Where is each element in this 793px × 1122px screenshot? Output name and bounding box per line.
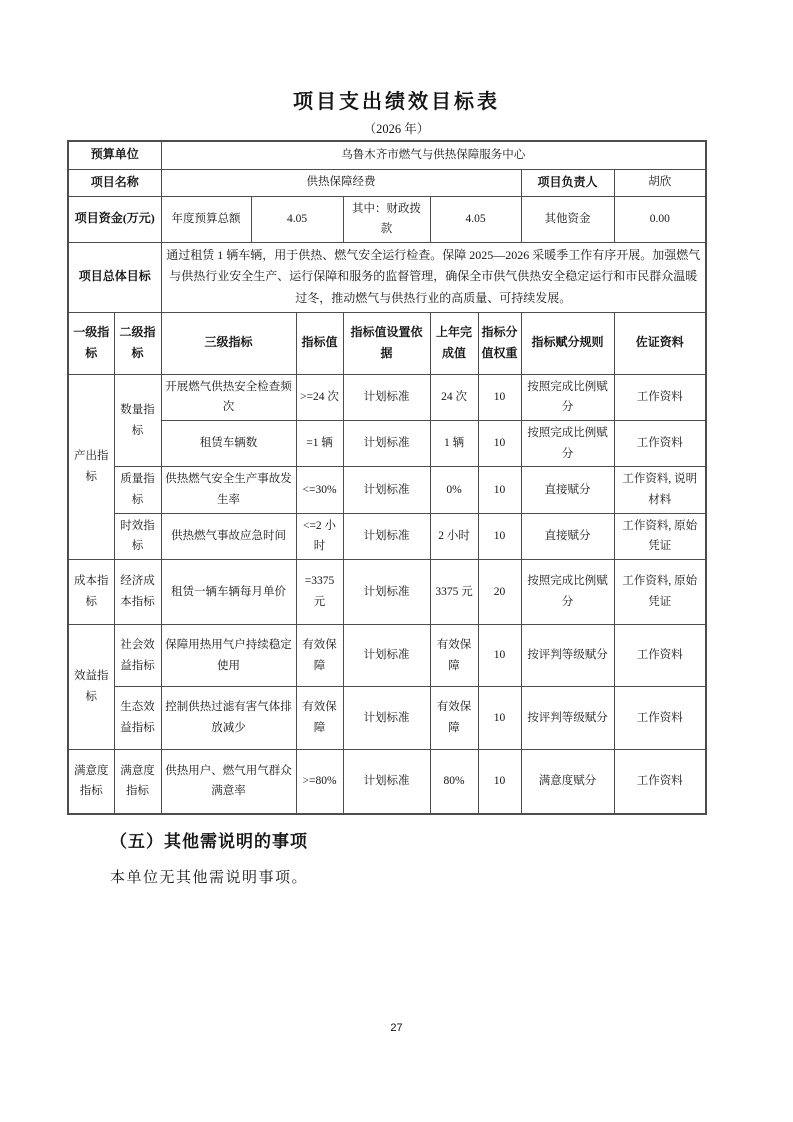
project-funds-row: [68, 196, 706, 242]
section-heading: （五）其他需说明的事项: [110, 831, 308, 851]
page-title: 项目支出绩效目标表: [293, 91, 500, 113]
indicator-level2: 质量指标: [114, 467, 161, 513]
indicator-basis: 计划标准: [343, 513, 430, 559]
indicator-name: 供热燃气事故应急时间: [161, 513, 296, 559]
indicator-level1: 效益指标: [68, 625, 114, 750]
indicator-target: 有效保障: [296, 687, 343, 750]
indicator-basis: 计划标准: [343, 467, 430, 513]
annual-budget-label: 年度预算总额: [161, 196, 251, 242]
indicator-name: 供热燃气安全生产事故发生率: [161, 467, 296, 513]
indicator-row: [68, 687, 706, 750]
indicator-prev: 1 辆: [430, 421, 478, 467]
col-header-level1: 一级指标: [68, 312, 114, 374]
indicator-prev: 2 小时: [430, 513, 478, 559]
indicator-level2: 生态效益指标: [114, 687, 161, 750]
indicator-level2: 数量指标: [114, 374, 161, 467]
indicator-evidence: 工作资料: [614, 625, 706, 687]
indicator-target: =3375 元: [296, 560, 343, 625]
indicator-row: [68, 467, 706, 513]
section-body: 本单位无其他需说明事项。: [110, 869, 309, 886]
indicator-name: 开展燃气供热安全检查频次: [161, 374, 296, 420]
indicator-weight: 10: [478, 421, 521, 467]
col-header-level2: 二级指标: [114, 312, 161, 374]
overall-goal-text: 通过租赁 1 辆车辆，用于供热、燃气安全运行检查。保障 2025—2026 采暖季工作有序开展。加强燃气与供热行业安全生产、运行保障和服务的监督管理，确保全市供气供热安全稳定运行和市民群众温暖过冬，推动燃气与供热行业的高质量、可持续发展。: [161, 242, 706, 312]
indicator-prev: 有效保障: [430, 687, 478, 750]
indicator-name: 保障用热用气户持续稳定使用: [161, 625, 296, 687]
indicator-evidence: 工作资料: [614, 750, 706, 814]
indicator-row: [68, 374, 706, 420]
indicator-name: 租赁车辆数: [161, 421, 296, 467]
annual-budget-value: 4.05: [251, 196, 343, 242]
overall-goal-label: 项目总体目标: [68, 242, 161, 312]
indicator-prev: 3375 元: [430, 560, 478, 625]
other-funds-label: 其他资金: [521, 196, 614, 242]
indicator-prev: 有效保障: [430, 625, 478, 687]
indicator-weight: 10: [478, 467, 521, 513]
col-header-target: 指标值: [296, 312, 343, 374]
indicator-weight: 10: [478, 625, 521, 687]
indicator-level2: 时效指标: [114, 513, 161, 559]
indicator-rule: 直接赋分: [521, 513, 614, 559]
indicator-basis: 计划标准: [343, 625, 430, 687]
indicator-basis: 计划标准: [343, 750, 430, 814]
indicator-evidence: 工作资料, 说明材料: [614, 467, 706, 513]
indicator-target: >=80%: [296, 750, 343, 814]
indicator-level2: 满意度指标: [114, 750, 161, 814]
indicator-evidence: 工作资料: [614, 687, 706, 750]
indicator-prev: 24 次: [430, 374, 478, 420]
fiscal-allocation-label: 其中：财政拨款: [343, 196, 430, 242]
project-name-value: 供热保障经费: [161, 169, 521, 196]
indicator-weight: 10: [478, 750, 521, 814]
budget-unit-row: [68, 141, 706, 169]
indicator-name: 控制供热过滤有害气体排放减少: [161, 687, 296, 750]
indicator-evidence: 工作资料: [614, 374, 706, 420]
indicator-weight: 10: [478, 513, 521, 559]
col-header-evidence: 佐证资料: [614, 312, 706, 374]
indicator-row: [68, 513, 706, 559]
page-number: 27: [390, 1022, 403, 1034]
project-name-row: [68, 169, 706, 196]
project-leader-value: 胡欣: [614, 169, 706, 196]
col-header-prev: 上年完成值: [430, 312, 478, 374]
project-funds-label: 项目资金(万元): [68, 196, 161, 242]
budget-unit-value: 乌鲁木齐市燃气与供热保障服务中心: [161, 141, 706, 169]
indicator-rule: 按评判等级赋分: [521, 687, 614, 750]
performance-target-table: [67, 140, 707, 815]
indicator-level1: 满意度指标: [68, 750, 114, 814]
indicator-row: [68, 750, 706, 814]
indicator-target: <=2 小时: [296, 513, 343, 559]
indicator-rule: 按照完成比例赋分: [521, 560, 614, 625]
indicator-target: >=24 次: [296, 374, 343, 420]
indicator-row: [68, 421, 706, 467]
indicator-weight: 10: [478, 687, 521, 750]
indicator-basis: 计划标准: [343, 421, 430, 467]
indicator-evidence: 工作资料, 原始凭证: [614, 513, 706, 559]
indicator-name: 租赁一辆车辆每月单价: [161, 560, 296, 625]
page-subtitle: （2026 年）: [363, 122, 430, 136]
project-name-label: 项目名称: [68, 169, 161, 196]
indicator-target: =1 辆: [296, 421, 343, 467]
indicator-level2: 社会效益指标: [114, 625, 161, 687]
indicator-rule: 按照完成比例赋分: [521, 374, 614, 420]
indicator-prev: 80%: [430, 750, 478, 814]
col-header-basis: 指标值设置依据: [343, 312, 430, 374]
indicator-target: <=30%: [296, 467, 343, 513]
col-header-weight: 指标分值权重: [478, 312, 521, 374]
indicator-prev: 0%: [430, 467, 478, 513]
indicator-name: 供热用户、燃气用气群众满意率: [161, 750, 296, 814]
col-header-level3: 三级指标: [161, 312, 296, 374]
indicator-rule: 直接赋分: [521, 467, 614, 513]
indicator-evidence: 工作资料, 原始凭证: [614, 560, 706, 625]
indicator-basis: 计划标准: [343, 687, 430, 750]
budget-unit-label: 预算单位: [68, 141, 161, 169]
indicator-row: [68, 560, 706, 625]
indicator-rule: 满意度赋分: [521, 750, 614, 814]
col-header-rule: 指标赋分规则: [521, 312, 614, 374]
other-funds-value: 0.00: [614, 196, 706, 242]
indicator-basis: 计划标准: [343, 560, 430, 625]
indicator-level1: 成本指标: [68, 560, 114, 625]
indicator-header-row: [68, 312, 706, 374]
fiscal-allocation-value: 4.05: [430, 196, 521, 242]
indicator-basis: 计划标准: [343, 374, 430, 420]
indicator-rule: 按评判等级赋分: [521, 625, 614, 687]
indicator-target: 有效保障: [296, 625, 343, 687]
indicator-weight: 20: [478, 560, 521, 625]
indicator-level2: 经济成本指标: [114, 560, 161, 625]
indicator-weight: 10: [478, 374, 521, 420]
indicator-rule: 按照完成比例赋分: [521, 421, 614, 467]
indicator-evidence: 工作资料: [614, 421, 706, 467]
project-leader-label: 项目负责人: [521, 169, 614, 196]
indicator-level1: 产出指标: [68, 374, 114, 560]
indicator-row: [68, 625, 706, 687]
overall-goal-row: [68, 242, 706, 312]
